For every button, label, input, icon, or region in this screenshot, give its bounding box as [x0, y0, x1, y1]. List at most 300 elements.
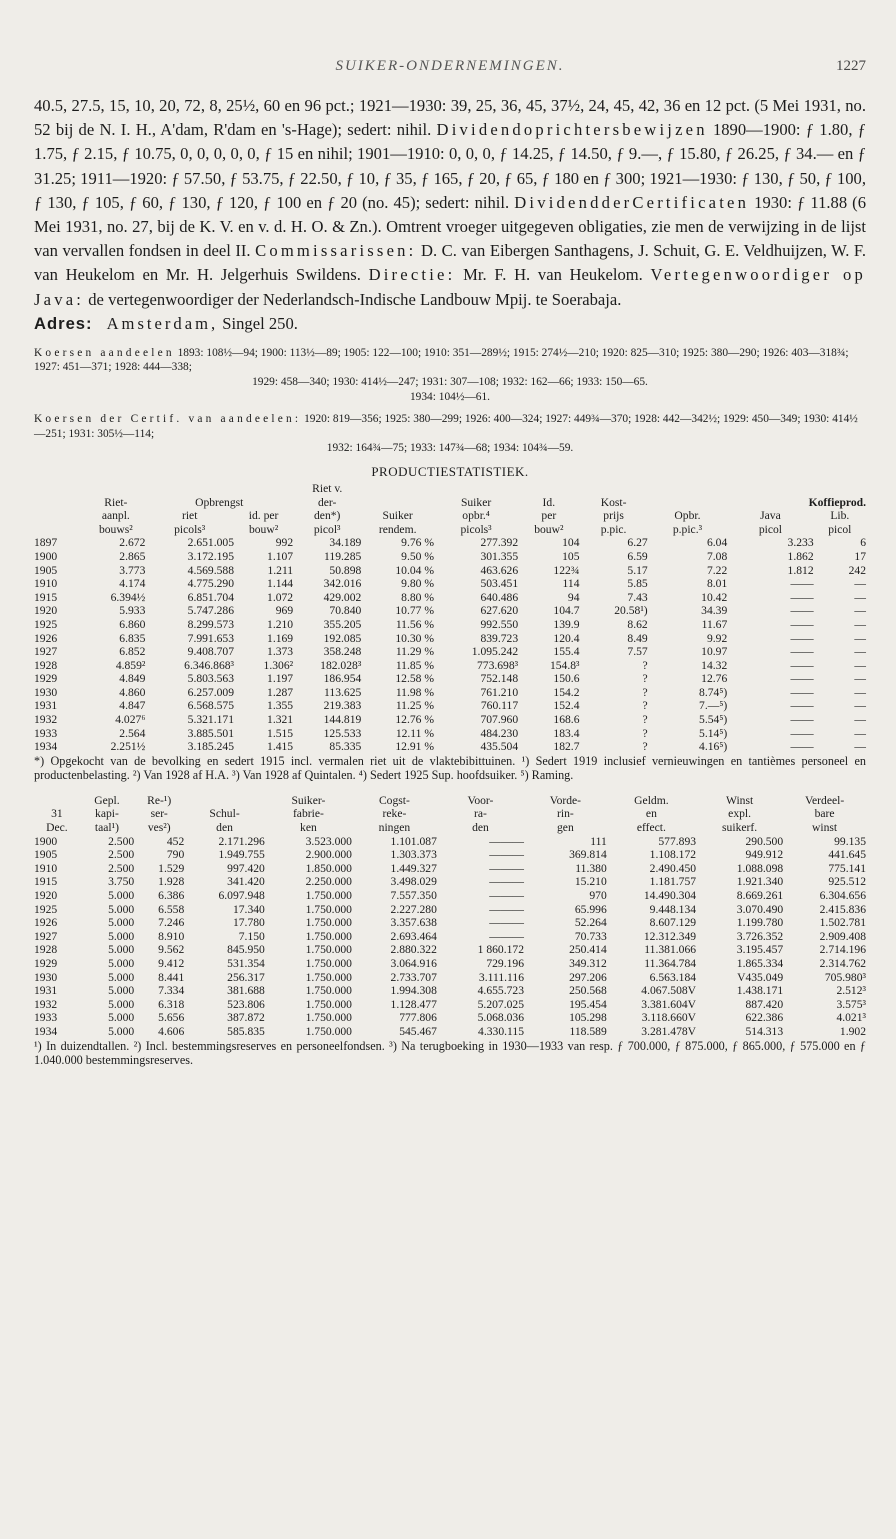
table-cell: 4.021³	[836, 1011, 866, 1025]
table-cell: 3.498.029	[390, 875, 437, 889]
th1-r3-picols: picols³	[174, 522, 206, 536]
table-cell: 845.950	[227, 943, 265, 957]
table-cell: ——	[790, 604, 814, 618]
th2-r1-c4: Suiker-	[291, 793, 326, 807]
table-row	[34, 930, 866, 944]
table-cell: 10.97	[701, 645, 728, 659]
table-cell: 2.880.322	[390, 943, 437, 957]
table-cell: 5.000	[108, 889, 135, 903]
table-cell: 15.210	[574, 875, 607, 889]
th2-r2-c1: kapi-	[95, 807, 119, 821]
row-year: 1910	[34, 577, 58, 591]
table-cell: 4.849	[119, 672, 146, 686]
table-cell: 452	[166, 834, 185, 848]
balance-table-wrap	[34, 794, 866, 1039]
table-cell: 5.000	[108, 916, 135, 930]
table-row	[34, 672, 866, 686]
oprichters-text: 1890—1900: ƒ 1.80, ƒ 1.75, ƒ 2.15, ƒ 10.75, 0, 0, 0, 0, 0, ƒ 15 en nihil; 1901—1910: 0, 0, 0, ƒ 14.25, ƒ 14.50, ƒ 9.—, ƒ 15.80, ƒ 26.25, ƒ 34.— en ƒ 31.25; 1911—1920: ƒ 57.50, ƒ 53.75, ƒ 22.50, ƒ 10, ƒ 35, ƒ 165, ƒ 20, ƒ 65, ƒ 180 en ƒ 300; 1921—1930: ƒ 130, ƒ 50, ƒ 100, ƒ 130, ƒ 105, ƒ 60, ƒ 130, ƒ 120, ƒ 100 en ƒ 20 (no. 45); sedert: nihil.	[34, 120, 866, 212]
row-year: 1934	[34, 1024, 58, 1038]
table-cell: 1.199.780	[736, 916, 784, 930]
table-cell: 8.49	[627, 631, 648, 645]
table-row	[34, 659, 866, 673]
table-cell: ———	[489, 916, 524, 930]
table-cell: 545.467	[399, 1024, 437, 1038]
table-cell: 4.330.115	[478, 1024, 524, 1038]
th2-r3-c8: effect.	[636, 821, 666, 835]
table-cell: 10.30 %	[395, 631, 435, 645]
table-cell: 1.812	[787, 563, 814, 577]
table-row	[34, 699, 866, 713]
table-cell: 3.357.638	[390, 916, 437, 930]
table-cell: 6.394½	[110, 590, 146, 604]
table-cell: 5.54⁵)	[699, 713, 728, 727]
table-cell: 3.750	[108, 875, 135, 889]
table-cell: 992.550	[480, 617, 519, 631]
table-cell: ———	[489, 875, 524, 889]
th2-r1-c7: Vorde-	[549, 793, 582, 807]
th1-r2-suiker: Suiker	[382, 509, 413, 523]
th2-r2-c6: ra-	[474, 807, 487, 821]
th2-r3-c10: winst	[812, 821, 838, 835]
table-cell: 114	[562, 577, 580, 591]
table-cell: 887.420	[745, 997, 784, 1011]
th2-r1-c3	[184, 794, 265, 808]
th1-r2-idper: id. per	[248, 509, 279, 523]
table-cell: 6.346.868³	[184, 658, 235, 672]
row-year: 1920	[34, 889, 58, 903]
table2-header-row1	[34, 794, 866, 808]
th2-r2-c2: ser-	[150, 807, 168, 821]
row-year: 1933	[34, 1011, 58, 1025]
table-cell: 9.50 %	[401, 549, 435, 563]
table-cell: 105	[562, 549, 580, 563]
table-cell: 4.174	[119, 577, 146, 591]
th1-opbrengst: Opbrengst	[195, 495, 244, 509]
table-cell: 514.313	[745, 1024, 784, 1038]
table-cell: 969	[275, 604, 294, 618]
company-description	[34, 94, 866, 312]
table-cell: ?	[642, 726, 648, 740]
row-year: 1900	[34, 549, 58, 563]
table-cell: 242	[848, 563, 866, 577]
table-row	[34, 686, 866, 700]
table-cell: 11.25 %	[395, 699, 435, 713]
th1-r3-bouws: bouws²	[98, 522, 133, 536]
th2-r2-c7: rin-	[557, 807, 574, 821]
table-cell: —	[854, 658, 866, 672]
table-row	[34, 577, 866, 591]
table-cell: 429.002	[323, 590, 362, 604]
table-cell: 358.248	[323, 645, 362, 659]
table-cell: 154.2	[553, 685, 580, 699]
table-cell: 3.281.478V	[641, 1024, 697, 1038]
table-cell: 14.490.304	[643, 889, 697, 903]
table-cell: 342.016	[323, 577, 362, 591]
table-cell: —	[854, 604, 866, 618]
table-cell: 152.4	[553, 699, 580, 713]
th1-r2-opbr: opbr.⁴	[462, 509, 490, 523]
koersen-certificaten	[34, 412, 866, 456]
table-cell: 997.420	[227, 861, 265, 875]
table-cell: ———	[489, 861, 524, 875]
table-cell: ?	[642, 699, 648, 713]
table-cell: 9.80 %	[401, 577, 435, 591]
row-year: 1929	[34, 956, 58, 970]
table-cell: 113.625	[324, 685, 362, 699]
page	[34, 58, 866, 1067]
table-cell: 12.312.349	[643, 929, 697, 943]
table-cell: 1.850.000	[305, 861, 352, 875]
table-cell: 1.515	[267, 726, 294, 740]
th1-r2-aanpl: aanpl.	[101, 509, 130, 523]
table-cell: 5.85	[627, 577, 648, 591]
table-cell: 8.441	[158, 970, 185, 984]
table-cell: 777.806	[399, 1011, 437, 1025]
koersen-certif-line1	[34, 412, 866, 441]
th1-suiker: Suiker	[460, 495, 492, 509]
table-cell: 5.207.025	[477, 997, 524, 1011]
table-cell: 3.523.000	[305, 834, 352, 848]
table-cell: 1.994.308	[390, 984, 437, 998]
table-cell: 183.4	[553, 726, 580, 740]
table-cell: 6.860	[119, 617, 146, 631]
table-cell: 6.304.656	[819, 889, 866, 903]
th2-r1-c1: Gepl.	[94, 793, 120, 807]
table-row	[34, 984, 866, 998]
table-cell: 839.723	[480, 631, 519, 645]
table-cell: 8.74⁵)	[699, 685, 728, 699]
table-cell: 219.383	[323, 699, 362, 713]
table-cell: ——	[790, 699, 814, 713]
th1-koffieprod: Koffieprod.	[808, 495, 866, 509]
table-cell: 2.512³	[836, 984, 866, 998]
th2-r2-c3: Schul-	[209, 807, 240, 821]
table-cell: 11.56 %	[395, 617, 435, 631]
table-cell: 3.172.195	[187, 549, 235, 563]
table-cell: 341.420	[227, 875, 265, 889]
table-cell: 5.000	[108, 929, 135, 943]
table-cell: 1.107	[267, 549, 294, 563]
table-cell: 9.76 %	[401, 536, 435, 550]
row-year: 1932	[34, 997, 58, 1011]
label-commissarissen: Commissarissen:	[255, 241, 417, 261]
table-cell: 1.750.000	[305, 997, 352, 1011]
table-cell: 9.408.707	[187, 645, 235, 659]
table-cell: 369.814	[569, 848, 607, 862]
table1-header-row1	[34, 496, 866, 510]
table-cell: 640.486	[480, 590, 519, 604]
table-cell: 301.355	[480, 549, 519, 563]
table-cell: 34.189	[329, 536, 362, 550]
table-cell: 1.303.373	[390, 848, 437, 862]
table-cell: 3.195.457	[736, 943, 784, 957]
table-cell: 9.562	[158, 943, 185, 957]
table-cell: 250.568	[569, 984, 607, 998]
table-cell: 752.148	[480, 672, 519, 686]
table-cell: 6.27	[627, 536, 648, 550]
table-cell: 168.6	[553, 713, 580, 727]
th1-r3-picols2: picols³	[460, 522, 492, 536]
table-cell: 6	[860, 536, 866, 550]
table-cell: 1.101.087	[390, 834, 437, 848]
th2-r3-c0: Dec.	[46, 821, 68, 835]
table-cell: 503.451	[480, 577, 519, 591]
table-cell: 12.76	[701, 672, 728, 686]
table-cell: 1.210	[267, 617, 294, 631]
th1-r3-picol: picol³	[313, 522, 341, 536]
th2-r3-c2: ves²)	[147, 821, 171, 835]
table-cell: 4.16⁵)	[699, 740, 728, 754]
koersen-certif-values: 1920: 819—356; 1925: 380—299; 1926: 400—324; 1927: 449¾—370; 1928: 442—342½; 1929: 450—349; 1930: 414½—251; 1931: 305½—114;	[34, 413, 858, 440]
label-dividend-certificaten: DividendderCertificaten	[514, 192, 750, 212]
th1-id: Id.	[542, 495, 556, 509]
table-cell: 760.117	[480, 699, 519, 713]
table-cell: 6.59	[627, 549, 648, 563]
table-cell: 5.321.171	[187, 713, 235, 727]
table-cell: —	[854, 617, 866, 631]
table-cell: 105.298	[569, 1011, 607, 1025]
table-cell: 6.568.575	[187, 699, 235, 713]
koersen-certif-label: Koersen der Certif. van aandeelen:	[34, 413, 302, 426]
table-cell: ?	[642, 672, 648, 686]
table-cell: 5.000	[108, 956, 135, 970]
table-cell: 94	[567, 590, 580, 604]
th1-r2-riet: riet	[181, 509, 198, 523]
table-cell: 2.171.296	[218, 834, 265, 848]
th2-r1-c2: Re-¹)	[147, 793, 172, 807]
table-cell: 85.335	[329, 740, 362, 754]
table-cell: 3.233	[787, 536, 814, 550]
table-cell: 381.688	[227, 984, 265, 998]
row-year: 1925	[34, 617, 58, 631]
table-cell: ?	[642, 658, 648, 672]
table-cell: ———	[489, 929, 524, 943]
table-cell: 4.027⁶	[115, 713, 146, 727]
table-cell: 10.04 %	[395, 563, 435, 577]
table-cell: 1.144	[267, 577, 294, 591]
table-cell: 4.606	[158, 1024, 185, 1038]
table-cell: 297.206	[569, 970, 607, 984]
th2-r3-c4: ken	[300, 821, 317, 835]
table-cell: 1.095.242	[471, 645, 519, 659]
table-row	[34, 971, 866, 985]
table-row	[34, 550, 866, 564]
table-cell: 4.655.723	[477, 984, 524, 998]
table-cell: ——	[790, 590, 814, 604]
table-cell: ——	[790, 713, 814, 727]
table-cell: 441.645	[828, 848, 866, 862]
table-cell: 5.068.036	[477, 1011, 524, 1025]
table-row	[34, 604, 866, 618]
table-cell: 256.317	[227, 970, 265, 984]
table-row	[34, 713, 866, 727]
table-cell: 7.22	[706, 563, 728, 577]
table-cell: 7.246	[158, 916, 185, 930]
table-cell: 2.672	[119, 536, 146, 550]
th2-r3-c1: taal¹)	[94, 821, 119, 835]
th2-r3-c9: suikerf.	[722, 821, 758, 835]
table-cell: 2.693.464	[390, 929, 437, 943]
table-cell: 1.211	[267, 563, 294, 577]
table-cell: 1.108.172	[649, 848, 697, 862]
row-year: 1926	[34, 916, 58, 930]
table-cell: 3.111.116	[478, 970, 524, 984]
table-cell: 6.558	[158, 902, 185, 916]
table-cell: 6.386	[158, 889, 185, 903]
table-cell: 150.6	[553, 672, 580, 686]
table-cell: 1.902	[839, 1024, 866, 1038]
table-cell: 12.58 %	[395, 672, 435, 686]
table-cell: 349.312	[569, 956, 607, 970]
table-cell: —	[854, 726, 866, 740]
table-row	[34, 564, 866, 578]
table-row	[34, 645, 866, 659]
table-cell: 8.01	[706, 577, 728, 591]
th1-r3-ppic2: p.pic.³	[672, 522, 703, 536]
table-cell: 435.504	[480, 740, 519, 754]
table-cell: 9.412	[158, 956, 185, 970]
table-cell: 8.910	[158, 929, 185, 943]
row-year: 1934	[34, 740, 58, 754]
table-cell: 1.438.171	[736, 984, 784, 998]
table-cell: 1.197	[267, 672, 294, 686]
th2-r3-c3: den	[216, 821, 233, 835]
table-cell: 8.80 %	[401, 590, 435, 604]
table-cell: 1.750.000	[305, 916, 352, 930]
th2-r1-c10: Verdeel-	[804, 793, 845, 807]
table-cell: 182.7	[553, 740, 580, 754]
table-cell: 7.08	[706, 549, 728, 563]
table-row	[34, 1011, 866, 1025]
koersen-aandeelen-label: Koersen aandeelen	[34, 346, 175, 359]
th2-r2-c4: fabrie-	[292, 807, 324, 821]
th2-r3-c6: den	[472, 821, 489, 835]
table-row	[34, 998, 866, 1012]
directie-text: Mr. F. H. van Heukelom.	[455, 265, 651, 285]
table-row	[34, 903, 866, 917]
table-cell: 705.980³	[824, 970, 866, 984]
table-cell: 2.909.408	[819, 929, 866, 943]
table-cell: 523.806	[227, 997, 265, 1011]
table-cell: 99.135	[834, 834, 866, 848]
table-cell: 6.257.009	[187, 685, 235, 699]
table-row	[34, 536, 866, 550]
table-cell: 775.141	[828, 861, 866, 875]
table-cell: 2.564	[119, 726, 146, 740]
table-cell: ——	[790, 740, 814, 754]
dividend-text: 40.5, 27.5, 15, 10, 20, 72, 8, 25½, 60 en 96 pct.; 1921—1930: 39, 25, 36, 45, 37½, 24, 45, 42, 36 en 12 pct. (5 Mei 1931, no. 52 bij de N. I. H., A'dam, R'dam en 's-Hage); sedert: nihil.	[34, 96, 866, 140]
th1-r2-opbr2: Opbr.	[674, 509, 701, 523]
table-cell: 2.250.000	[305, 875, 352, 889]
row-year: 1932	[34, 713, 58, 727]
page-header	[34, 58, 866, 94]
table-cell: 1.169	[267, 631, 294, 645]
table-cell: —	[854, 685, 866, 699]
row-year: 1933	[34, 726, 58, 740]
row-year: 1927	[34, 645, 58, 659]
table-cell: 5.14⁵)	[699, 726, 728, 740]
table-cell: 6.835	[119, 631, 146, 645]
table1-header-row0	[34, 482, 866, 496]
table-cell: 5.17	[627, 563, 648, 577]
table-cell: 250.414	[569, 943, 607, 957]
table-cell: 17	[854, 549, 866, 563]
table-cell: 2.500	[108, 834, 135, 848]
table1-header-row3	[34, 523, 866, 537]
row-year: 1929	[34, 672, 58, 686]
table-cell: 5.933	[119, 604, 146, 618]
table-cell: 4.569.588	[187, 563, 235, 577]
koersen-aandeelen	[34, 346, 866, 404]
th2-r2-c9: expl.	[728, 807, 752, 821]
th2-r1-c6: Voor-	[467, 793, 494, 807]
th1-r2-den: den*)	[314, 509, 341, 523]
table-cell: 2.900.000	[305, 848, 352, 862]
table-cell: —	[854, 631, 866, 645]
table-cell: 7.—⁵)	[699, 699, 728, 713]
table-cell: 125.533	[323, 726, 362, 740]
table-cell: 790	[166, 848, 185, 862]
table-cell: 970	[589, 889, 607, 903]
table-cell: ——	[790, 726, 814, 740]
table-cell: 65.996	[574, 902, 607, 916]
table-cell: 3.726.352	[736, 929, 784, 943]
table-cell: 186.954	[323, 672, 362, 686]
balance-table	[34, 794, 866, 1039]
table-cell: 11.381.066	[644, 943, 697, 957]
row-year: 1920	[34, 604, 58, 618]
table-cell: 3.185.245	[187, 740, 235, 754]
table-row	[34, 727, 866, 741]
table-cell: 7.57	[627, 645, 648, 659]
table-cell: 11.29 %	[395, 645, 435, 659]
table-cell: 484.230	[480, 726, 519, 740]
table-cell: 1.128.477	[390, 997, 437, 1011]
table-cell: 144.819	[323, 713, 362, 727]
table-cell: 2.500	[108, 848, 135, 862]
table-cell: 1.088.098	[736, 861, 784, 875]
table-cell: 4.860	[119, 685, 146, 699]
table-cell: 11.67	[701, 617, 728, 631]
table-cell: 1.750.000	[305, 1011, 352, 1025]
address-line	[34, 312, 866, 336]
table-row	[34, 632, 866, 646]
th1-r3-picol-java: picol	[758, 522, 783, 536]
table-cell: 2.651.005	[187, 536, 235, 550]
th1-riet-v: Riet v.	[312, 481, 343, 495]
table-cell: 1.072	[267, 590, 294, 604]
table-cell: 2.415.836	[819, 902, 866, 916]
table-cell: —	[854, 672, 866, 686]
label-dividendoprichtersbewijzen: Dividendoprichtersbewijzen	[436, 120, 708, 140]
table2-header-row2	[34, 807, 866, 821]
table2-header-row3	[34, 821, 866, 835]
table-cell: 2.314.762	[819, 956, 866, 970]
table-cell: 1.373	[267, 645, 294, 659]
table-cell: 531.354	[227, 956, 265, 970]
row-year: 1915	[34, 590, 58, 604]
table-cell: 119.285	[324, 549, 362, 563]
table-cell: ———	[489, 902, 524, 916]
table-cell: 11.98 %	[395, 685, 435, 699]
table-cell: 1.928	[158, 875, 185, 889]
table-cell: 5.000	[108, 902, 135, 916]
table-row	[34, 889, 866, 903]
row-year: 1930	[34, 685, 58, 699]
table-cell: 585.835	[227, 1024, 265, 1038]
table-cell: 1.750.000	[305, 929, 352, 943]
table-cell: 10.42	[701, 590, 728, 604]
